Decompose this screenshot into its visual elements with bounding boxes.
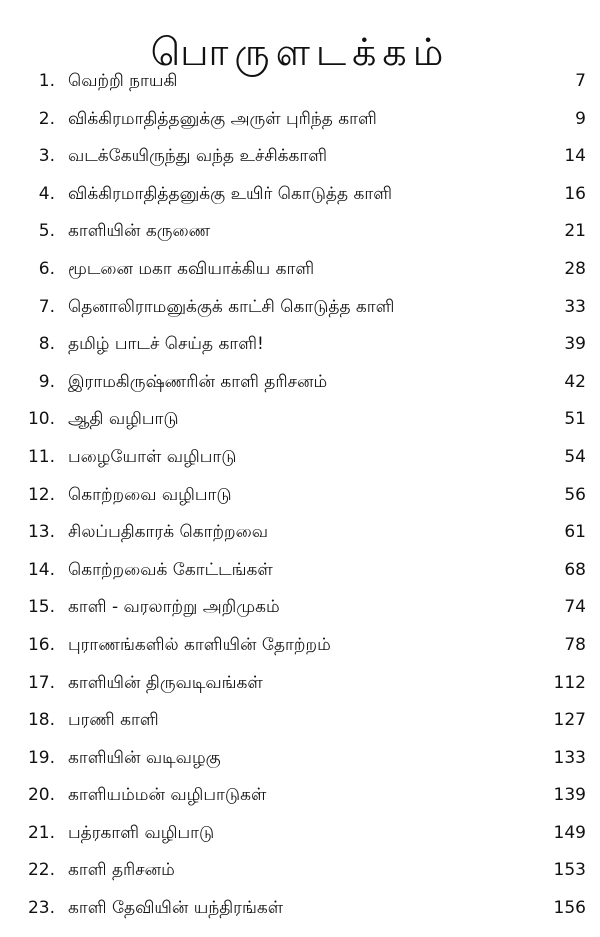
- entry-page-number: 61: [564, 522, 586, 543]
- entry-title: காளியின் திருவடிவங்கள்: [68, 672, 263, 693]
- entry-number: 21.: [27, 822, 55, 843]
- entry-page-number: 68: [564, 559, 586, 580]
- entry-title: பத்ரகாளி வழிபாடு: [68, 822, 215, 843]
- entry-title: காளியின் வடிவழகு: [68, 747, 221, 768]
- toc-entry: [0, 589, 600, 627]
- entry-title: தமிழ் பாடச் செய்த காளி!: [68, 334, 264, 355]
- entry-page-number: 14: [564, 146, 586, 167]
- entry-page-number: 54: [564, 446, 586, 467]
- entry-title: விக்கிரமாதித்தனுக்கு அருள் புரிந்த காளி: [68, 108, 377, 129]
- entry-number: 12.: [27, 484, 55, 505]
- entry-number: 14.: [27, 559, 55, 580]
- entry-number: 4.: [38, 183, 55, 204]
- entry-number: 13.: [27, 522, 55, 543]
- toc-entry: [0, 552, 600, 590]
- toc-entry: [0, 289, 600, 327]
- entry-page-number: 39: [564, 334, 586, 355]
- toc-entry: [0, 401, 600, 439]
- entry-number: 3.: [38, 146, 55, 167]
- entry-number: 1.: [38, 71, 55, 91]
- toc-entry: [0, 777, 600, 815]
- toc-entry: [0, 815, 600, 853]
- entry-title: காளியம்மன் வழிபாடுகள்: [68, 785, 267, 806]
- entry-number: 22.: [27, 860, 55, 881]
- entry-number: 11.: [27, 446, 55, 467]
- toc-entry: [0, 326, 600, 364]
- entry-number: 6.: [38, 258, 55, 279]
- entry-title: ஆதி வழிபாடு: [68, 409, 179, 430]
- entry-number: 2.: [38, 108, 55, 129]
- toc-entry: [0, 439, 600, 477]
- entry-number: 19.: [27, 747, 55, 768]
- entry-page-number: 7: [575, 71, 586, 91]
- toc-entry: [0, 702, 600, 740]
- entry-title: கொற்றவை வழிபாடு: [68, 484, 232, 505]
- entry-page-number: 74: [564, 597, 586, 618]
- entry-page-number: 139: [553, 785, 586, 806]
- entry-number: 8.: [38, 334, 55, 355]
- entry-number: 7.: [38, 296, 55, 317]
- entry-title: தெனாலிராமனுக்குக் காட்சி கொடுத்த காளி: [68, 296, 395, 317]
- entry-title: காளி தரிசனம்: [68, 860, 175, 881]
- toc-entry: [0, 63, 600, 101]
- toc-entry: [0, 251, 600, 289]
- entry-number: 18.: [27, 710, 55, 731]
- entry-page-number: 149: [553, 822, 586, 843]
- toc-entry: [0, 176, 600, 214]
- entry-page-number: 56: [564, 484, 586, 505]
- entry-title: இராமகிருஷ்ணரின் காளி தரிசனம்: [68, 371, 328, 392]
- toc-entry: [0, 138, 600, 176]
- entry-page-number: 21: [564, 221, 586, 242]
- entry-title: பரணி காளி: [68, 710, 159, 731]
- entry-title: காளி - வரலாற்று அறிமுகம்: [68, 597, 280, 618]
- entry-page-number: 153: [553, 860, 586, 881]
- entry-page-number: 127: [553, 710, 586, 731]
- entry-page-number: 16: [564, 183, 586, 204]
- toc-list: [0, 63, 600, 928]
- entry-page-number: 133: [553, 747, 586, 768]
- entry-title: புராணங்களில் காளியின் தோற்றம்: [68, 634, 331, 655]
- entry-title: மூடனை மகா கவியாக்கிய காளி: [68, 258, 315, 279]
- entry-number: 10.: [27, 409, 55, 430]
- entry-number: 15.: [27, 597, 55, 618]
- toc-entry: [0, 364, 600, 402]
- entry-page-number: 33: [564, 296, 586, 317]
- entry-number: 9.: [38, 371, 55, 392]
- toc-entry: [0, 665, 600, 703]
- entry-title: காளி தேவியின் யந்திரங்கள்: [68, 898, 284, 919]
- toc-entry: [0, 852, 600, 890]
- entry-title: விக்கிரமாதித்தனுக்கு உயிர் கொடுத்த காளி: [68, 183, 392, 204]
- entry-page-number: 78: [564, 634, 586, 655]
- entry-title: வெற்றி நாயகி: [68, 71, 178, 91]
- entry-title: வடக்கேயிருந்து வந்த உச்சிக்காளி: [68, 146, 328, 167]
- entry-page-number: 28: [564, 258, 586, 279]
- entry-title: பழையோள் வழிபாடு: [68, 446, 237, 467]
- entry-page-number: 156: [553, 898, 586, 919]
- entry-page-number: 51: [564, 409, 586, 430]
- entry-title: கொற்றவைக் கோட்டங்கள்: [68, 559, 273, 580]
- toc-entry: [0, 890, 600, 928]
- entry-page-number: 112: [553, 672, 586, 693]
- entry-number: 5.: [38, 221, 55, 242]
- toc-entry: [0, 101, 600, 139]
- entry-number: 23.: [27, 898, 55, 919]
- page-title: பொருளடக்கம்: [150, 30, 450, 75]
- toc-entry: [0, 213, 600, 251]
- entry-title: சிலப்பதிகாரக் கொற்றவை: [68, 522, 268, 543]
- entry-page-number: 42: [564, 371, 586, 392]
- entry-number: 20.: [27, 785, 55, 806]
- entry-page-number: 9: [575, 108, 586, 129]
- entry-number: 16.: [27, 634, 55, 655]
- toc-entry: [0, 477, 600, 515]
- entry-title: காளியின் கருணை: [68, 221, 211, 242]
- toc-entry: [0, 740, 600, 778]
- toc-entry: [0, 514, 600, 552]
- entry-number: 17.: [27, 672, 55, 693]
- toc-entry: [0, 627, 600, 665]
